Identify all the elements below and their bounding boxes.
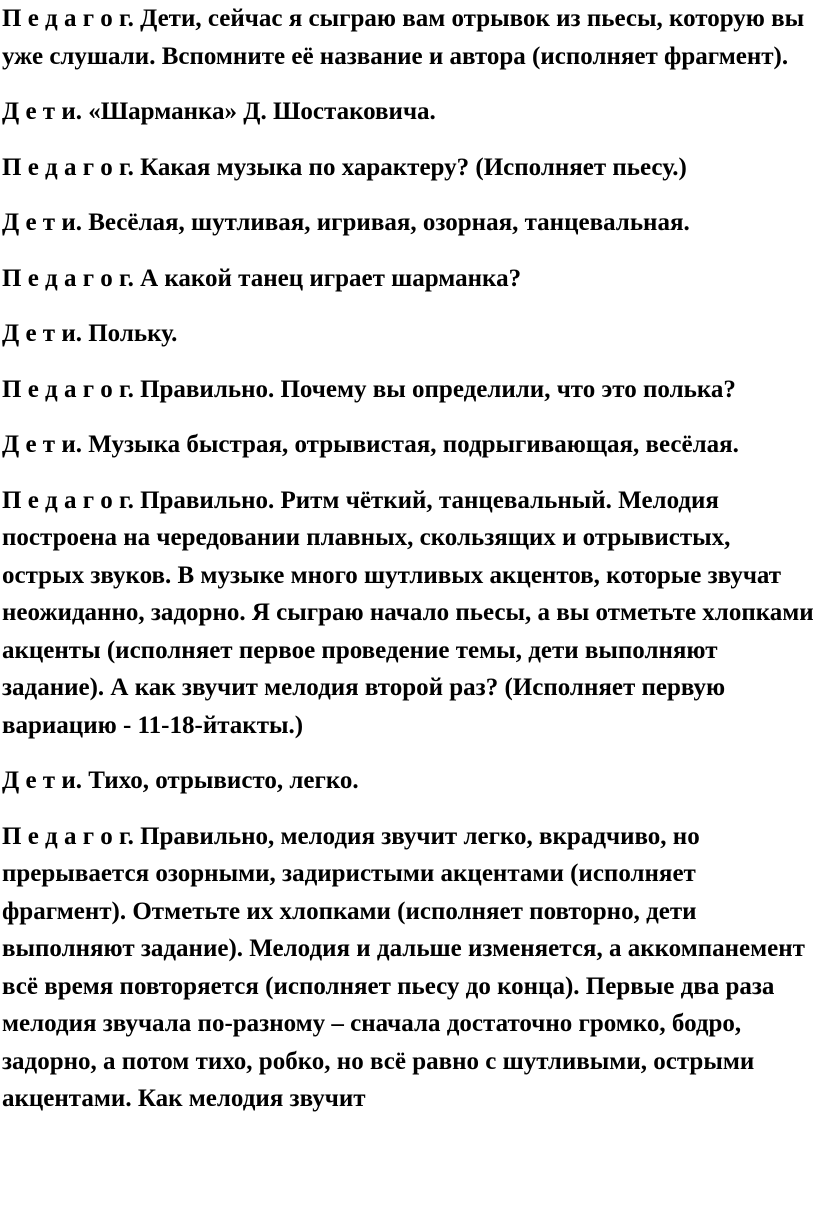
paragraph-teacher-6: П е д а г о г. Правильно, мелодия звучит легко, вкрадчиво, но прерывается озорными, задиристыми акцентами (исполняет фрагмент). Отметьте их хлопками (исполняет повторно, дети выполняют задание). Мелодия и дальше изменяется, а аккомпанемент всё время повторяется (исполняет пьесу до конца). Первые два раза мелодия звучала по-разному – сначала достаточно громко, бодро, задорно, а потом тихо, робко, но всё равно с шутливыми, острыми акцентами. Как мелодия звучит — [2, 822, 805, 1112]
paragraph-children-1: Д е т и. «Шарманка» Д. Шостаковича. — [2, 98, 436, 125]
paragraph-children-5: Д е т и. Тихо, отрывисто, легко. — [2, 767, 359, 794]
paragraph-teacher-4: П е д а г о г. Правильно. Почему вы определили, что это полька? — [2, 375, 736, 403]
paragraph-teacher-2: П е д а г о г. Какая музыка по характеру? (Исполняет пьесу.) — [2, 153, 687, 181]
paragraph-children-3: Д е т и. Польку. — [2, 320, 178, 347]
paragraph-teacher-1: П е д а г о г. Дети, сейчас я сыграю вам отрывок из пьесы, которую вы уже слушали. Вспомните её название и автора (исполняет фрагмент). — [2, 5, 805, 70]
paragraph-teacher-5: П е д а г о г. Правильно. Ритм чёткий, танцевальный. Мелодия построена на чередовании плавных, скользящих и отрывистых, острых звуков. В музыке много шутливых акцентов, которые звучат неожиданно, задорно. Я сыграю начало пьесы, а вы отметьте хлопками акценты (исполняет первое проведение темы, дети выполняют задание). А как звучит мелодия второй раз? (Исполняет первую вариацию - 11-18-йтакты.) — [2, 486, 814, 739]
paragraph-children-2: Д е т и. Весёлая, шутливая, игривая, озорная, танцевальная. — [2, 209, 690, 236]
paragraph-children-4: Д е т и. Музыка быстрая, отрывистая, подрыгивающая, весёлая. — [2, 431, 739, 458]
paragraph-teacher-3: П е д а г о г. А какой танец играет шарманка? — [2, 264, 522, 292]
